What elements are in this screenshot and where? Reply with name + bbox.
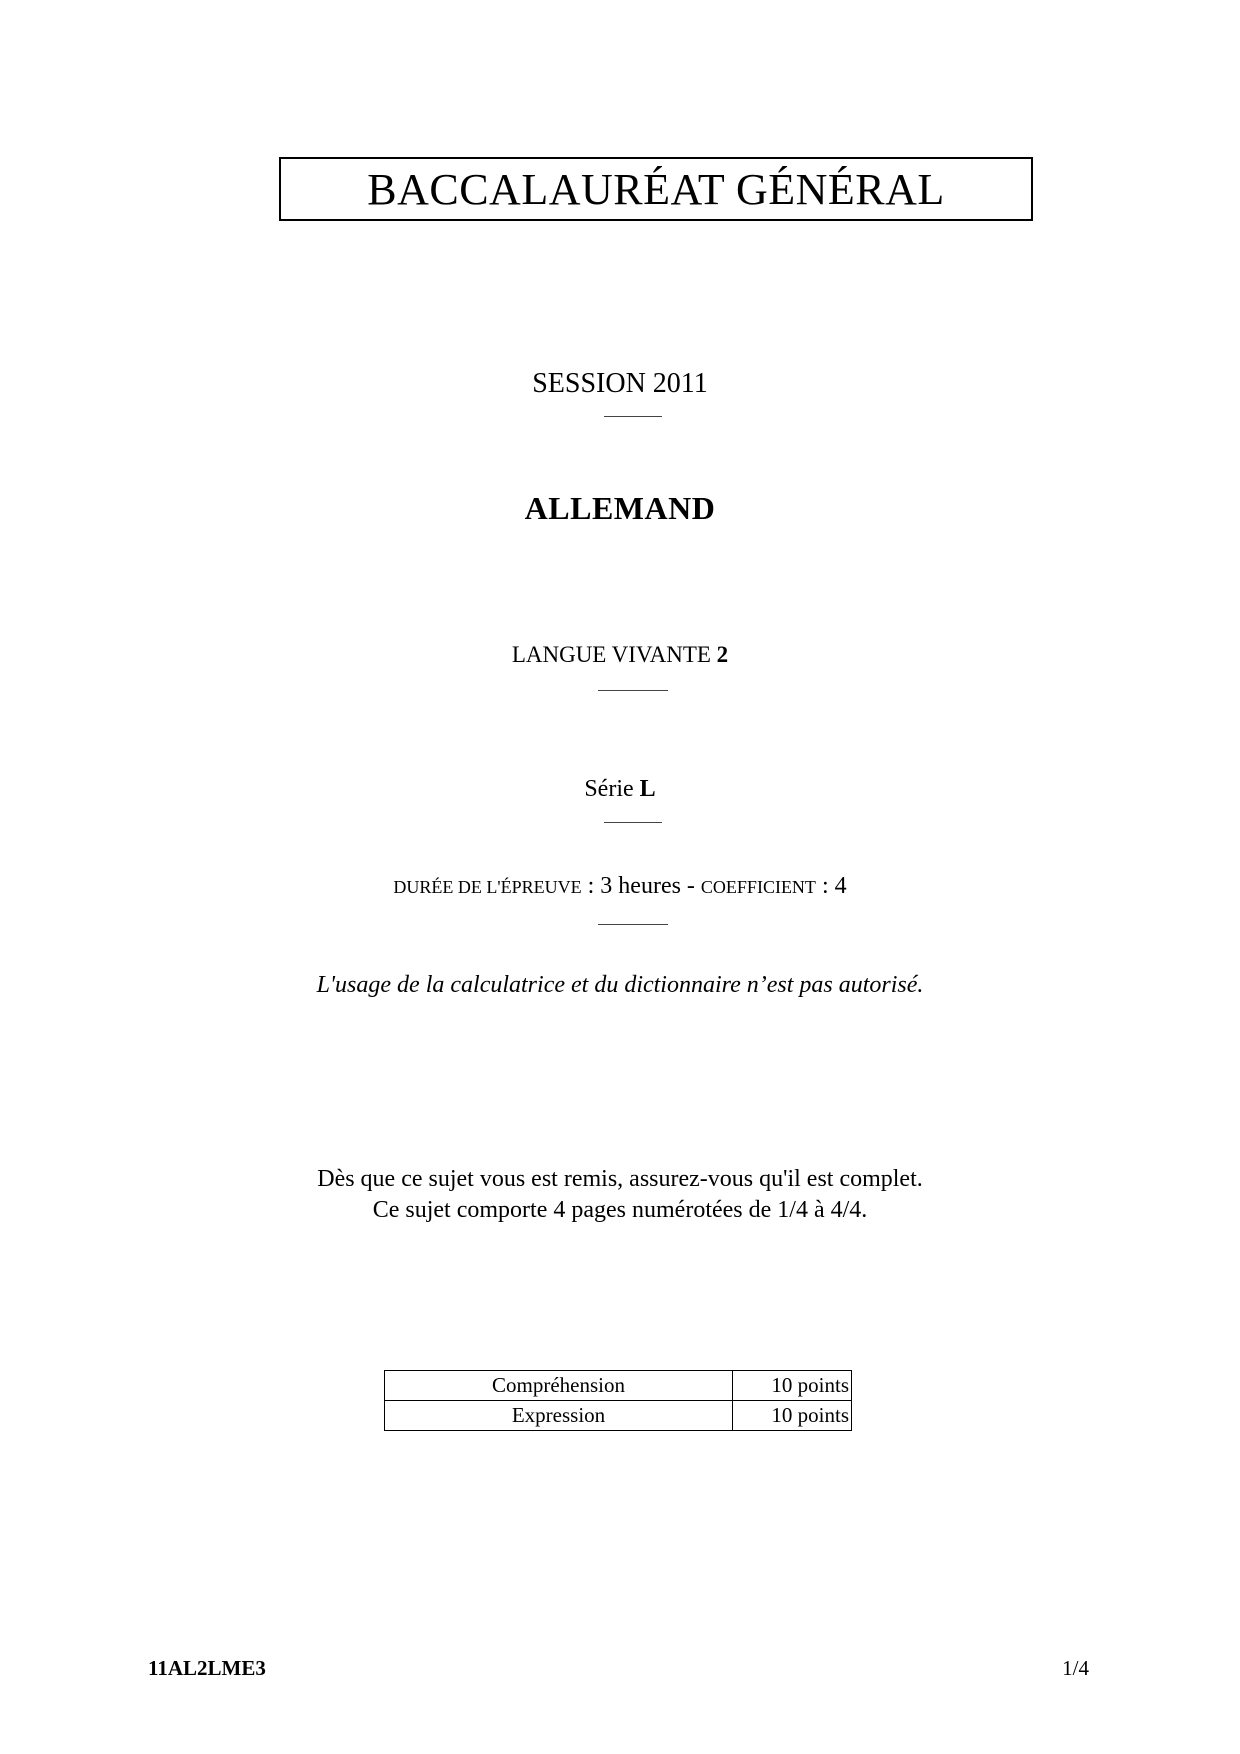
page-number: 1/4 [1062, 1656, 1089, 1680]
exam-title-box [279, 157, 1033, 221]
divider [598, 690, 668, 691]
session-label: SESSION 2011 [532, 368, 708, 399]
score-label: Expression [385, 1401, 733, 1431]
score-points: 10 points [733, 1371, 852, 1401]
score-points: 10 points [733, 1401, 852, 1431]
score-table [384, 1370, 852, 1431]
instructions [0, 1164, 1240, 1226]
subject-title: ALLEMAND [524, 490, 716, 526]
langue-label: LANGUE VIVANTE [511, 642, 717, 667]
table-row [385, 1371, 852, 1401]
langue-line [0, 642, 1240, 668]
divider [598, 924, 668, 925]
langue-number: 2 [716, 642, 729, 667]
usage-notice: L'usage de la calculatrice et du dictionnaire n’est pas autorisé. [316, 972, 924, 998]
document-code: 11AL2LME3 [148, 1656, 266, 1680]
instructions-line-1: Dès que ce sujet vous est remis, assurez-vous qu'il est complet. [317, 1166, 923, 1192]
exam-title: BACCALAURÉAT GÉNÉRAL [367, 164, 945, 214]
serie-value: L [639, 776, 656, 802]
duree-value: : 3 heures - [581, 873, 701, 899]
serie-line [0, 776, 1240, 803]
serie-label: Série [584, 776, 640, 802]
instructions-line-2: Ce sujet comporte 4 pages numérotées de 1/4 à 4/4. [372, 1197, 868, 1223]
duree-line [0, 873, 1240, 900]
divider [604, 822, 662, 823]
score-label: Compréhension [385, 1371, 733, 1401]
duree-label: DURÉE DE L'ÉPREUVE [393, 877, 582, 897]
divider [604, 416, 662, 417]
coefficient-label: COEFFICIENT [700, 877, 816, 897]
coefficient-value: : 4 [815, 873, 847, 899]
table-row [385, 1401, 852, 1431]
